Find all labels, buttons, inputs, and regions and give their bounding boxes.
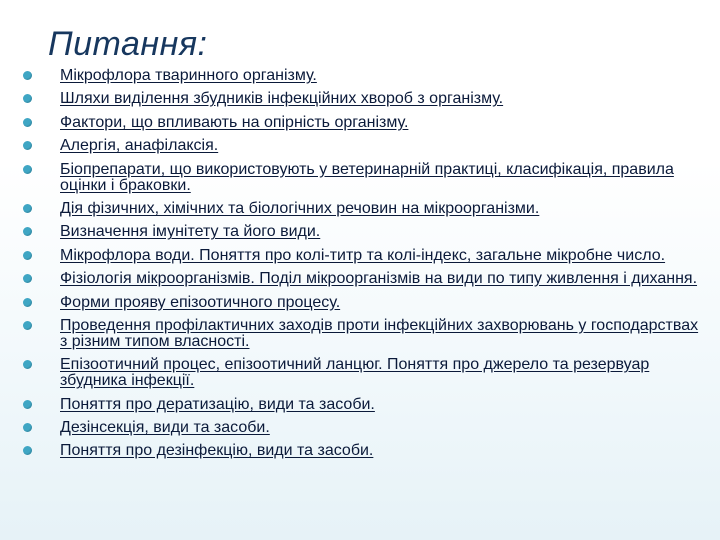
bullet-icon <box>23 446 32 455</box>
list-item-text: Фізіологія мікроорганізмів. Поділ мікроорганізмів на види по типу живлення і дихання. <box>60 270 698 288</box>
list-item <box>18 162 708 194</box>
list-item <box>18 138 708 154</box>
bullet-icon <box>23 141 32 150</box>
bullet-icon <box>23 251 32 260</box>
bullet-icon <box>23 94 32 103</box>
bullet-icon <box>23 274 32 283</box>
list-item-text: Проведення профілактичних заходів проти інфекційних захворювань у господарствах з різним типом власності. <box>60 316 699 350</box>
list-item <box>18 271 708 287</box>
bullet-icon <box>23 165 32 174</box>
list-item <box>18 68 708 84</box>
bullet-icon <box>23 298 32 307</box>
bullet-icon <box>23 360 32 369</box>
list-item-text: Дезінсекція, види та засоби. <box>60 419 270 437</box>
list-item-text: Форми прояву епізоотичного процесу. <box>60 293 341 311</box>
bullet-icon <box>23 204 32 213</box>
list-item-text: Алергія, анафілаксія. <box>60 137 219 155</box>
list-item-text: Визначення імунітету та його види. <box>60 223 321 241</box>
bullet-icon <box>23 423 32 432</box>
list-item-text: Мікрофлора тваринного організму. <box>60 67 317 84</box>
list-item-text: Поняття про дератизацію, види та засоби. <box>60 395 375 413</box>
list-item <box>18 224 708 240</box>
page-title: Питання: <box>48 25 208 63</box>
list-item <box>18 91 708 107</box>
list-item-text: Біопрепарати, що використовують у ветеринарній практиці, класифікація, правила оцінки і браковки. <box>60 160 674 194</box>
list-item <box>18 420 708 436</box>
bullet-icon <box>23 118 32 127</box>
list-item-text: Мікрофлора води. Поняття про колі-титр та колі-індекс, загальне мікробне число. <box>60 246 666 264</box>
list-item-text: Поняття про дезінфекцію, види та засоби. <box>60 442 374 460</box>
list-item <box>18 295 708 311</box>
list-item-text: Шляхи виділення збудників інфекційних хвороб з організму. <box>60 90 504 108</box>
list-item <box>18 357 708 389</box>
list-item-text: Дія фізичних, хімічних та біологічних речовин на мікроорганізми. <box>60 199 540 217</box>
list-item <box>18 397 708 413</box>
list-item <box>18 201 708 217</box>
question-list <box>18 68 708 467</box>
bullet-icon <box>23 227 32 236</box>
list-item <box>18 115 708 131</box>
bullet-icon <box>23 71 32 80</box>
bullet-icon <box>23 400 32 409</box>
list-item-text: Фактори, що впливають на опірність організму. <box>60 113 409 131</box>
bullet-icon <box>23 321 32 330</box>
list-item <box>18 443 708 459</box>
list-item-text: Епізоотичний процес, епізоотичний ланцюг. Поняття про джерело та резервуар збудника інфекції. <box>60 356 650 390</box>
list-item <box>18 318 708 350</box>
list-item <box>18 248 708 264</box>
